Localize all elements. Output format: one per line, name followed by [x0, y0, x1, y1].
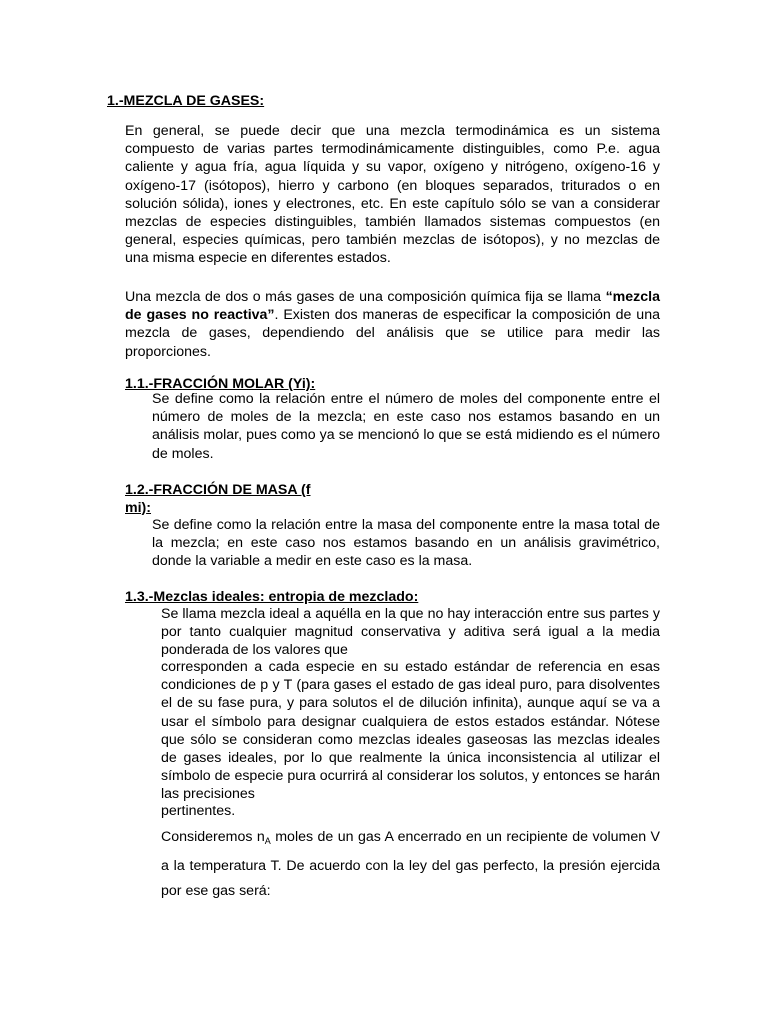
section-1-3-paragraph-3: [161, 825, 660, 904]
paragraph-2-bold-term: “mezcla de gases no reactiva”: [125, 289, 660, 324]
section-1-2-heading-line-2: [125, 499, 151, 517]
section-1-3-text-2-end: pertinentes.: [161, 803, 236, 819]
section-1-2-heading-line-2-text: mi): [125, 500, 147, 516]
section-1-heading: 1.-MEZCLA DE GASES:: [107, 93, 265, 109]
section-1-1-text: Se define como la relación entre el número de moles del componente entre el número de moles de la mezcla; en este caso nos estamos basando en un análisis molar, pues como ya se mencionó lo que se está midiendo es el número de moles.: [152, 391, 660, 462]
paragraph-2-text-a: Una mezcla de dos o más gases de una composición química fija se llama: [125, 289, 602, 305]
section-1-3-heading: 1.3.-Mezclas ideales: entropia de mezclado:: [125, 589, 419, 605]
paragraph-3-subscript: A: [264, 836, 271, 846]
paragraph-3-text-b: moles de un gas A encerrado en un recipiente de volumen V a la temperatura T. De acuerdo con la ley del gas perfecto, la presión ejercida por ese gas será:: [161, 829, 660, 899]
paragraph-2-text-b: . Existen dos maneras de especificar la composición de una mezcla de gases, dependiendo del análisis que se utilice para medir las proporciones.: [125, 307, 660, 360]
section-1-2-heading-line-1: 1.2.-FRACCIÓN DE MASA (f: [125, 482, 311, 498]
section-1-3-text-2: corresponden a cada especie en su estado estándar de referencia en esas condiciones de p y T (para gases el estado de gas ideal puro, para disolventes el de su fase pura, y para solutos el de dilución infinita), aunque aquí se va a usar el símbolo para designar cualquiera de estos estados estándar. Nótese que sólo se consideran como mezclas ideales gaseosas las mezclas ideales de gases ideales, por lo que realmente la única inconsistencia al utilizar el símbolo de especie pura ocurrirá al considerar los solutos, y entonces se harán las precisiones: [161, 659, 660, 803]
paragraph-3-text-a: Consideremos n: [161, 829, 265, 845]
section-1-2-heading-colon: :: [146, 500, 152, 516]
section-1-paragraph-2: [125, 288, 660, 361]
section-1-paragraph-1: En general, se puede decir que una mezcla termodinámica es un sistema compuesto de varias partes termodinámicamente distinguibles, como P.e. agua caliente y agua fría, agua líquida y su vapor, oxígeno y nitrógeno, oxígeno-16 y oxígeno-17 (isótopos), hierro y carbono (en bloques separados, triturados o en solución sólida), iones y electrones, etc. En este capítulo sólo se van a considerar mezclas de especies distinguibles, también llamados sistemas compuestos (en general, especies químicas, pero también mezclas de isótopos), y no mezclas de una misma especie en diferentes estados.: [125, 123, 660, 267]
section-1-3-text-1: Se llama mezcla ideal a aquélla en la que no hay interacción entre sus partes y por tanto cualquier magnitud conservativa y aditiva será igual a la media ponderada de los valores que: [161, 606, 660, 659]
section-1-2-text: Se define como la relación entre la masa del componente entre la masa total de la mezcla; en este caso nos estamos basando en un análisis gravimétrico, donde la variable a medir en este caso es la masa.: [152, 517, 660, 570]
section-1-1-heading: 1.1.-FRACCIÓN MOLAR (Yi):: [125, 376, 316, 392]
